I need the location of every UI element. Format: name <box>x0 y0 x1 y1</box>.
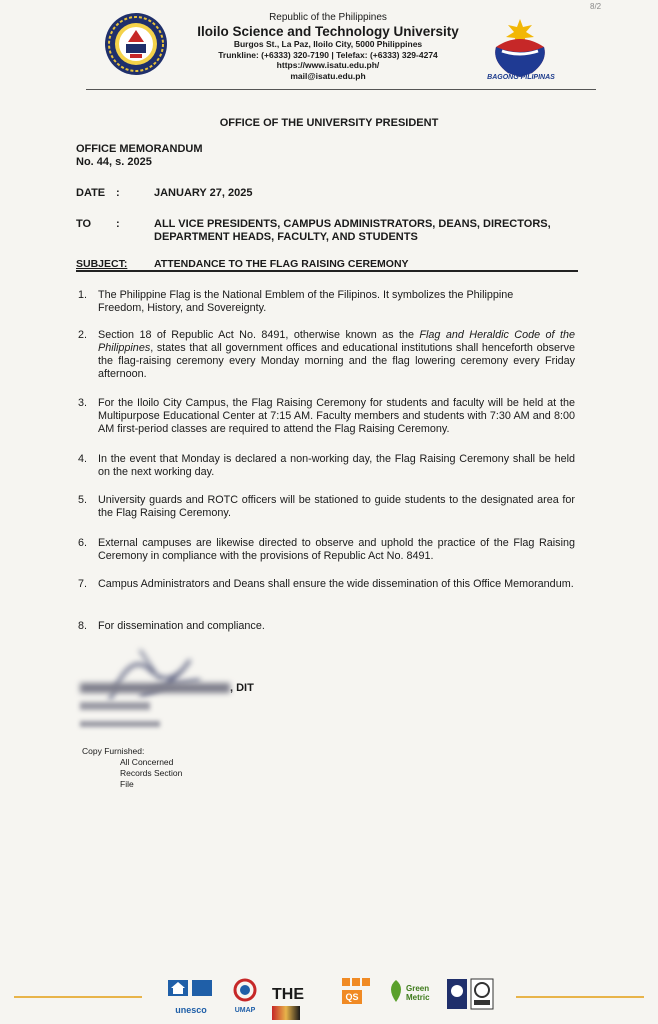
redacted-date <box>80 721 160 727</box>
greenmetric-logo <box>386 978 438 1016</box>
item-number: 8. <box>78 620 88 632</box>
letterhead <box>190 12 466 81</box>
item-number: 3. <box>78 397 88 409</box>
greenmetric-label: Green Metric <box>406 984 430 1002</box>
item-number: 7. <box>78 578 88 590</box>
isatu-seal-logo <box>104 12 168 76</box>
to-value-line2: DEPARTMENT HEADS, FACULTY, AND STUDENTS <box>154 231 418 243</box>
item-text: In the event that Monday is declared a non-working day, the Flag Raising Ceremony shall be held on the next working day. <box>98 453 575 478</box>
signatory-suffix: , DIT <box>230 682 254 694</box>
unesco-icon <box>166 978 216 1000</box>
recipient: Records Section <box>120 768 183 778</box>
recipient: File <box>120 779 134 789</box>
the-label: THE <box>272 986 304 1003</box>
address-line: Burgos St., La Paz, Iloilo City, 5000 Philippines <box>233 39 423 49</box>
unesco-logo <box>166 978 216 1016</box>
item-number: 5. <box>78 494 88 506</box>
memo-heading <box>76 143 203 169</box>
website-link[interactable]: https://www.isatu.edu.ph/ <box>276 60 380 70</box>
item-text: Campus Administrators and Deans shall ensure the wide dissemination of this Office Memorandum. <box>98 578 574 590</box>
bagong-pilipinas-label: BAGONG PILIPINAS <box>487 74 555 81</box>
qs-stars-icon <box>342 978 374 986</box>
item-number: 4. <box>78 453 88 465</box>
signatory-date <box>80 719 160 730</box>
umap-icon <box>228 978 262 1002</box>
subject-value: ATTENDANCE TO THE FLAG RAISING CEREMONY <box>154 258 409 270</box>
item-text <box>98 329 575 381</box>
date-colon: : <box>116 187 120 199</box>
republic-line: Republic of the Philippines <box>269 12 387 23</box>
item-text-italic: the Philippines <box>98 329 576 354</box>
item-number: 2. <box>78 329 88 341</box>
green-leaf-icon <box>386 978 406 1004</box>
item-text-part: Section 18 of Republic Act No. 8491, otherwise known as the <box>98 329 420 341</box>
redacted-name <box>80 683 230 693</box>
to-value-line1: ALL VICE PRESIDENTS, CAMPUS ADMINISTRATORS, DEANS, DIRECTORS, <box>154 218 551 230</box>
email-link[interactable]: mail@isatu.edu.ph <box>290 70 366 81</box>
qs-label: QS <box>342 990 362 1004</box>
item-line: Freedom, History, and Sovereignty. <box>98 302 267 314</box>
iso-ukas-logo <box>446 978 494 1016</box>
date-value: JANUARY 27, 2025 <box>154 187 253 199</box>
subject-divider <box>76 270 578 272</box>
umap-logo <box>228 978 262 1016</box>
item-text <box>98 289 575 315</box>
copy-furnished <box>82 746 182 790</box>
copy-furnished-label: Copy Furnished: <box>82 746 145 756</box>
item-line: The Philippine Flag is the National Emblem of the Filipinos. It symbolizes the Philippine <box>98 289 514 301</box>
redacted-title <box>80 702 150 710</box>
the-bar-icon <box>272 1006 300 1020</box>
office-title: OFFICE OF THE UNIVERSITY PRESIDENT <box>219 117 439 129</box>
item-text-italic: Flag and Heraldic Code of <box>419 329 555 341</box>
item-number: 1. <box>78 289 88 301</box>
recipient: All Concerned <box>120 757 174 767</box>
signatory-name <box>80 682 254 694</box>
corner-mark: 8/2 <box>590 2 602 11</box>
to-colon: : <box>116 218 120 230</box>
footer-rule-left <box>14 996 142 998</box>
date-label: DATE <box>76 187 106 199</box>
university-name: Iloilo Science and Technology University <box>197 24 459 39</box>
qs-logo <box>342 978 374 1016</box>
item-text: For the Iloilo City Campus, the Flag Raising Ceremony for students and faculty will be held at the Multipurpose Educational Center at 7:15 AM. Faculty members and students with 7:30 AM and 8:00 AM first-period classes are required to attend the Flag Raising Ceremony. <box>98 397 575 435</box>
signatory-title <box>80 700 150 712</box>
contact-line: Trunkline: (+6333) 320-7190 | Telefax: (+6333) 329-4274 <box>218 49 438 60</box>
iso-ukas-icon <box>446 978 494 1012</box>
umap-label: UMAP <box>234 1007 256 1014</box>
unesco-label: unesco <box>175 1005 207 1015</box>
item-text: For dissemination and compliance. <box>98 620 265 632</box>
footer-rule-right <box>516 996 644 998</box>
item-number: 6. <box>78 537 88 549</box>
item-text-part: , states that all government offices and educational institutions shall henceforth observe the flag-raising ceremony every Monday morning and the flag lowering ceremony every Friday afternoon. <box>98 342 575 380</box>
item-text: External campuses are likewise directed to observe and uphold the practice of the Flag Raising Ceremony in compliance with the provisions of Republic Act No. 8491. <box>98 537 575 562</box>
item-text: University guards and ROTC officers will be stationed to guide students to the designated area for the Flag Raising Ceremony. <box>98 494 575 519</box>
to-label: TO <box>76 218 92 230</box>
the-ranking-logo <box>272 986 326 1024</box>
memo-type: OFFICE MEMORANDUM <box>76 143 203 155</box>
header-divider <box>86 89 596 90</box>
memo-number: No. 44, s. 2025 <box>76 156 152 168</box>
subject-label: SUBJECT: <box>76 258 128 270</box>
